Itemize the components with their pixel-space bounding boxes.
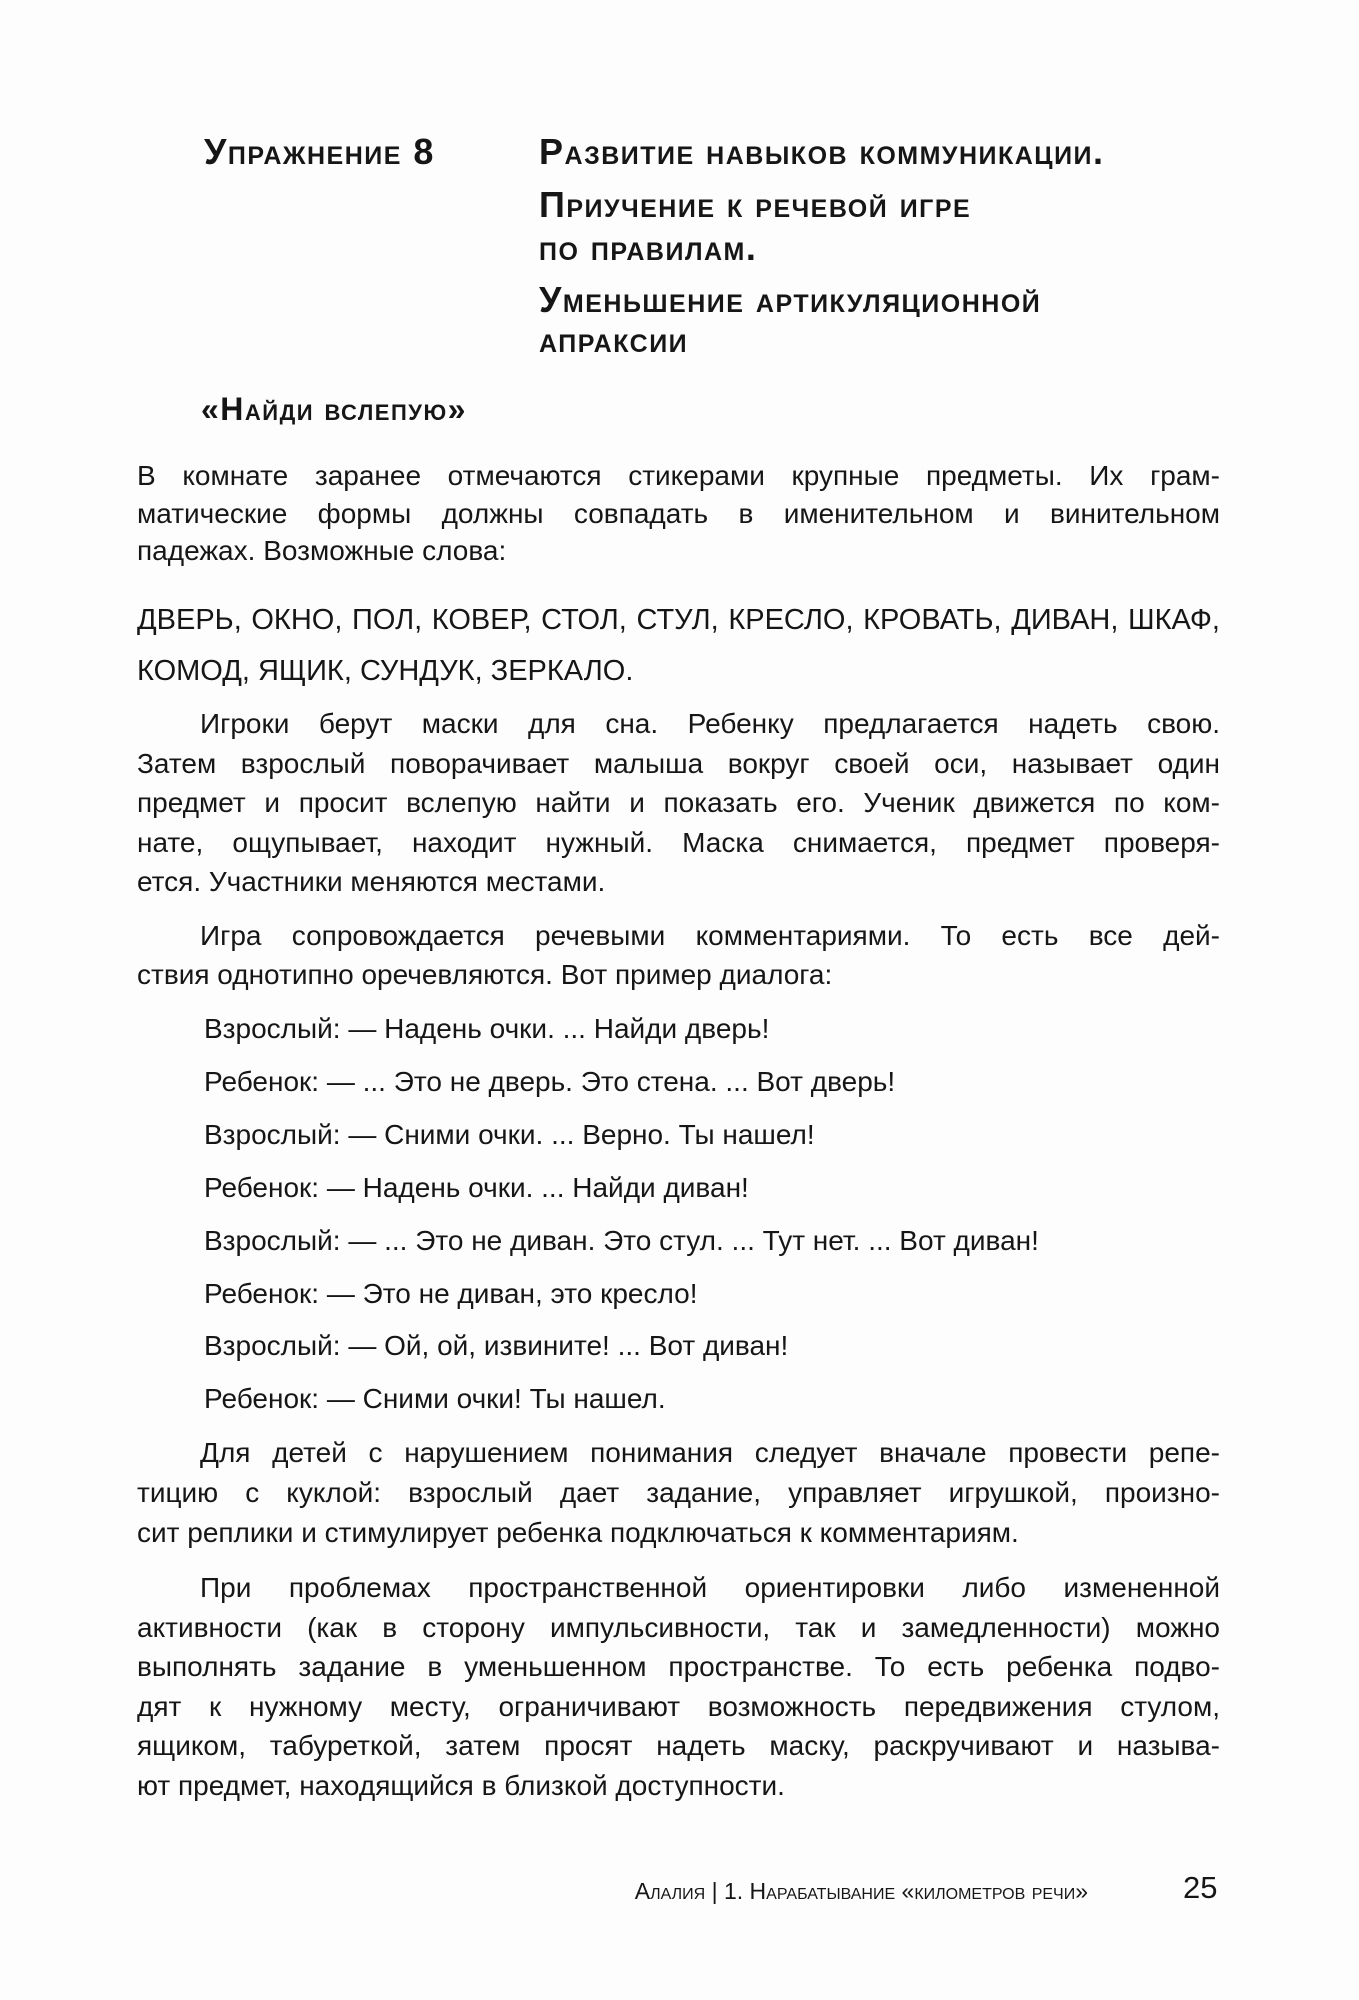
text-line: ствия однотипно оречевляются. Вот пример диалога: (137, 959, 833, 990)
text-line: Ребенок: — Сними очки! Ты нашел. (204, 1383, 666, 1415)
exercise-title-4: Уменьшение артикуляционной (539, 279, 1042, 320)
text-line: ящиком, табуреткой, затем просят надеть маску, раскручивают и называ- (137, 1730, 1220, 1762)
game-name: «Найди вслепую» (201, 391, 467, 427)
text-line: активности (как в сторону импульсивности, так и замедленности) можно (137, 1611, 1220, 1643)
text-line: ется. Участники меняются местами. (137, 866, 606, 897)
running-title: Алалия | 1. Нарабатывание «километров речи» (634, 1878, 1088, 1904)
exercise-title-2: Приучение к речевой игре (539, 184, 972, 225)
text-line: дят к нужному месту, ограничивают возможность передвижения стулом, (137, 1690, 1220, 1722)
text-line: Ребенок: — Надень очки. ... Найди диван! (204, 1171, 749, 1203)
text-line: Ребенок: — Это не диван, это кресло! (204, 1277, 698, 1309)
word-list (137, 595, 1220, 697)
paragraph-comments (137, 916, 1220, 994)
paragraph-rules (137, 704, 1220, 902)
paragraph-space (137, 1568, 1220, 1806)
exercise-number: Упражнение 8 (204, 131, 435, 172)
text-line: матические формы должны совпадать в именительном и винительном (137, 497, 1220, 529)
page-number: 25 (1183, 1870, 1218, 1905)
text-line: Взрослый: — Надень очки. ... Найди дверь! (204, 1013, 770, 1044)
text-line: нате, ощупывает, находит нужный. Маска снимается, предмет проверя- (137, 826, 1220, 858)
text-line: Для детей с нарушением понимания следует вначале провести репе- (200, 1437, 1220, 1468)
text-line: В комнате заранее отмечаются стикерами крупные предметы. Их грам- (137, 460, 1220, 491)
text-line: При проблемах пространственной ориентировки либо измененной (200, 1572, 1220, 1603)
text-line: Взрослый: — ... Это не диван. Это стул. ... Тут нет. ... Вот диван! (204, 1224, 1039, 1256)
text-line: Игра сопровождается речевыми комментариями. То есть все дей- (200, 920, 1220, 951)
text-line: Игроки берут маски для сна. Ребенку предлагается надеть свою. (200, 708, 1220, 739)
text-line: сит реплики и стимулирует ребенка подключаться к комментариям. (137, 1517, 1019, 1548)
text-line: Затем взрослый поворачивает малыша вокруг своей оси, называет один (137, 747, 1220, 779)
paragraph-doll (137, 1433, 1220, 1553)
text-line: падежах. Возможные слова: (137, 535, 507, 566)
text-line: Взрослый: — Ой, ой, извините! ... Вот диван! (204, 1330, 789, 1362)
paragraph-intro (137, 457, 1220, 570)
text-line: выполнять задание в уменьшенном пространстве. То есть ребенка подво- (137, 1651, 1220, 1683)
exercise-title-1: Развитие навыков коммуникации. (539, 131, 1105, 172)
exercise-title-5: апраксии (539, 319, 689, 360)
text-line: Взрослый: — Сними очки. ... Верно. Ты нашел! (204, 1118, 815, 1150)
text-line: ДВЕРЬ, ОКНО, ПОЛ, КОВЕР, СТОЛ, СТУЛ, КРЕСЛО, КРОВАТЬ, ДИВАН, ШКАФ, (137, 604, 1220, 636)
exercise-title-3: по правилам. (539, 227, 758, 268)
text-line: предмет и просит вслепую найти и показать его. Ученик движется по ком- (137, 787, 1220, 818)
text-line: ют предмет, находящийся в близкой доступности. (137, 1769, 785, 1801)
text-line: Ребенок: — ... Это не дверь. Это стена. ... Вот дверь! (204, 1065, 896, 1097)
text-line: тицию с куклой: взрослый дает задание, управляет игрушкой, произно- (137, 1477, 1220, 1508)
dialogue (137, 1003, 1220, 1426)
text-line: КОМОД, ЯЩИК, СУНДУК, ЗЕРКАЛО. (137, 655, 634, 687)
